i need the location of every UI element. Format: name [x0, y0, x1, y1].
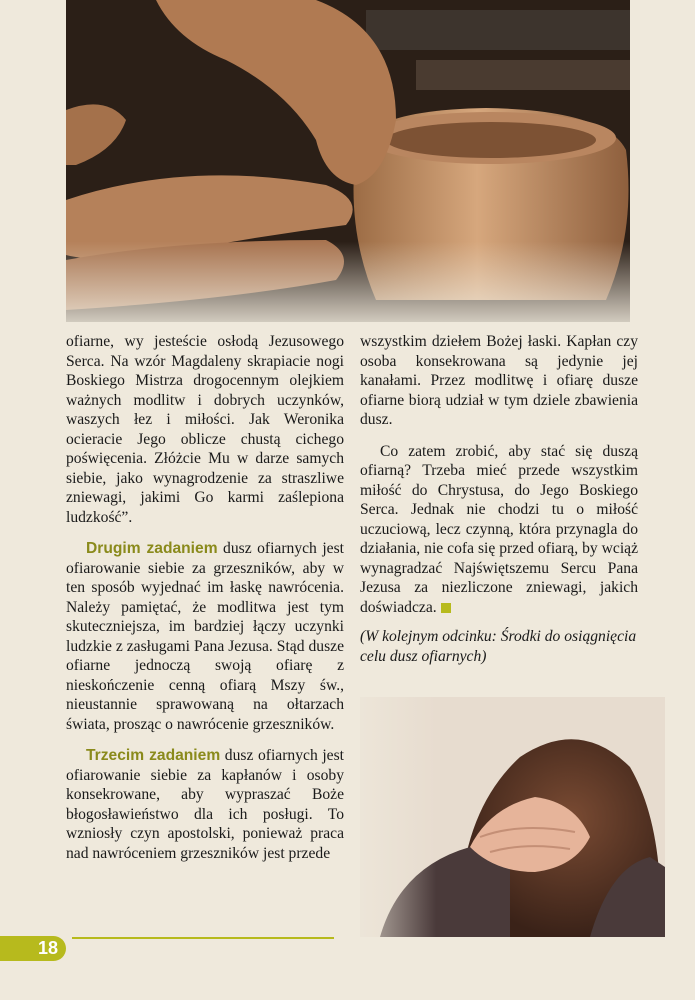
next-episode-note: (W kolejnym odcinku: Środki do osiągnięcia celu dusz ofiarnych)	[360, 628, 637, 665]
body-paragraph: wszystkim dziełem Bożej łaski. Kapłan czy osoba konsekrowana są jedynie jej kanałami. Przez modlitwę i ofiarę dusze ofiarne biorą udział w tym dziele zbawienia dusz.	[360, 333, 638, 428]
body-paragraph: ofiarne, wy jesteście osłodą Jezusowego Serca. Na wzór Magdaleny skrapiacie nogi Boskiego Mistrza drogocennym olejkiem ważnych modlitw i dobrych uczynków, waszych łez i miłości. Jak Weronika ocieracie Jego oblicze chustą cichego poświęcenia. Złóżcie Mu w darze samych siebie, jako wynagrodzenie za straszliwe zniewagi, jakimi Go karmi zaślepiona ludzkość”.	[66, 333, 344, 526]
paragraph-text: dusz ofiarnych jest ofiarowanie siebie za grzeszników, aby w ten sposób wyjednać im łaskę nawrócenia. Należy pamiętać, że modlitwa jest tym skuteczniejsza, im bardziej łączy uczynki ludzkie z zasługami Pana Jezusa. Stąd dusze ofiarne jednoczą swoją ofiarę z nieskończenie cenną ofiarą Mszy św., nieustannie sprawowaną na ołtarzach świata, prosząc o nawrócenie grzeszników.	[66, 540, 344, 733]
lead-phrase: Drugim zadaniem	[86, 540, 218, 557]
left-column	[66, 332, 344, 863]
footer-rule	[72, 937, 334, 939]
end-of-article-square-icon	[441, 603, 451, 613]
prayer-photo	[360, 697, 665, 937]
body-paragraph	[360, 442, 638, 618]
page-number: 18	[0, 936, 66, 961]
body-paragraph	[66, 539, 344, 734]
pottery-photo	[66, 0, 630, 322]
lead-phrase: Trzecim zadaniem	[86, 747, 221, 764]
right-column	[360, 332, 638, 666]
paragraph-text: dusz ofiarnych jest ofiarowanie siebie za kapłanów i osoby konsekrowane, aby wypraszać Boże błogosławieństwo dla ich posługi. To wzniosły czyn apostolski, ponieważ praca nad nawróceniem grzeszników jest przede	[66, 747, 345, 862]
body-paragraph	[66, 746, 344, 863]
paragraph-text: Co zatem zrobić, aby stać się duszą ofiarną? Trzeba mieć przede wszystkim miłość do Chrystusa, do Jego Boskiego Serca. Jednak nie chodzi tu o miłość uczuciową, lecz czynną, która przynagla do działania, nie cofa się przed ofiarą, by wciąż wynagradzać Najświętszemu Sercu Pana Jezusa za niezliczone zniewagi, jakich doświadcza.	[360, 442, 638, 616]
